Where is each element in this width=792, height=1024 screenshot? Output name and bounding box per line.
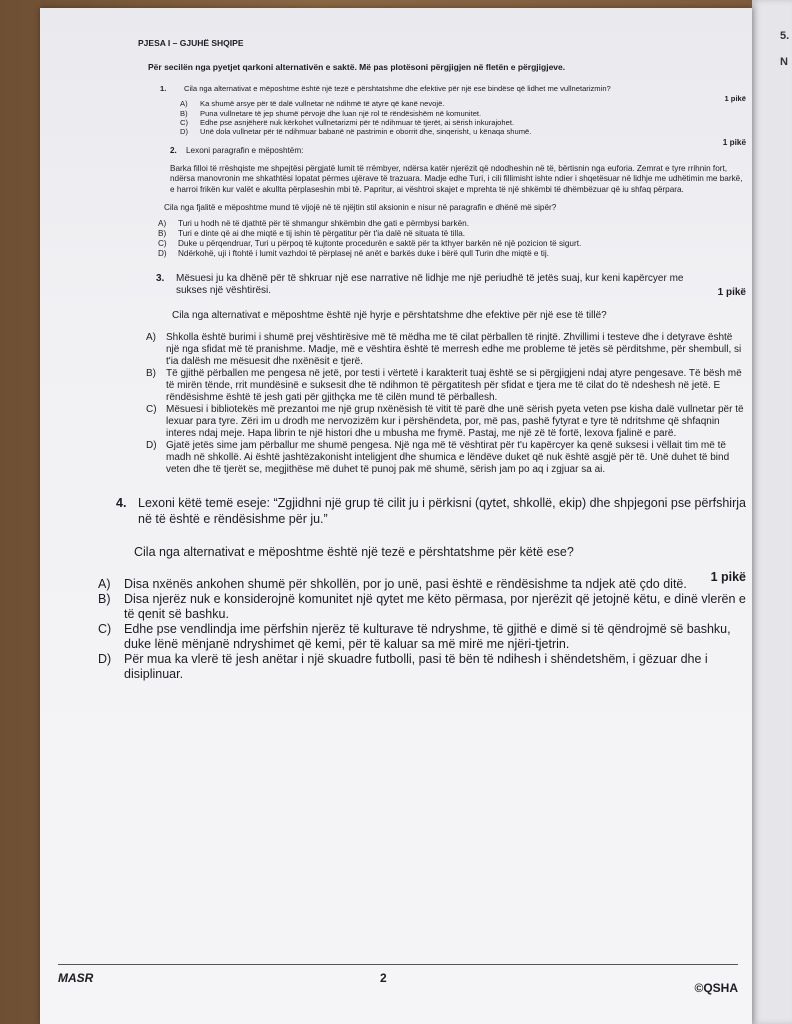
option-c[interactable]: C) Edhe pse vendlindja ime përfshin njerëz të kulturave të ndryshme, të gjithë e dimë si të qëndrojmë së bashku, duke lënë mënjanë ndryshimet që kemi, për të kaluar sa më mirë me njëri-tjetrin. bbox=[98, 621, 731, 651]
question-3 bbox=[106, 273, 746, 477]
option-c[interactable]: C) Mësuesi i bibliotekës më prezantoi me një grup nxënësish të vitit të parë dhe unë sërish pyeta veten pse kisha dalë vullnetar për të lexuar para tyre. Zëri im u drodh me nervozizëm kur i përshëndeta, por, më pas, pashë fytyrat e tyre të ndritshme që shfaqnin interes ndaj meje. Hapa librin te një histori dhe u mbusha me frymë. Pastaj, me një zë të fortë, lexova fjalinë e parë. bbox=[146, 404, 744, 440]
reading-passage: Barka filloi të rrëshqiste me shpejtësi përgjatë lumit të rrëmbyer, ndërsa katër njerëzit që ndodheshin në të, bërtisnin nga euforia. Zemrat e tyre rrihnin fort, ndërsa manovronin me shkathtësi lopatat përmes ujërave të trazuara. Madje edhe Turi, i cili fillimisht ishte ndier i shqetësuar në lidhje me udhëtimin me barkë, e harroi frikën kur valët e akullta përplaseshin mbi të. Papritur, ai vështroi skajet e mprehta të një shkëmbi të dhëmbëzuar që iu shfaq përpara. bbox=[170, 164, 743, 194]
instructions: Për secilën nga pyetjet qarkoni alternativën e saktë. Më pas plotësoni përgjigjen në fletën e përgjigjeve. bbox=[148, 62, 566, 72]
option-b[interactable]: B) Turi e dinte që ai dhe miqtë e tij ishin të përgatitur për t'ia dalë në situata të tilla. bbox=[158, 229, 466, 239]
option-b[interactable]: B) Disa njerëz nuk e konsiderojnë komunitet një qytet me këto përmasa, por njerëzit që jetojnë këtu, e dinë vlerën e të qenit së bashku. bbox=[98, 591, 746, 621]
question-number: 1. bbox=[160, 84, 167, 93]
option-a[interactable]: A) Ka shumë arsye për të dalë vullnetar në ndihmë të atyre që kanë nevojë. bbox=[180, 99, 445, 109]
page-content bbox=[98, 38, 746, 688]
question-text: Lexoni këtë temë eseje: “Zgjidhni një grup të cilit ju i përkisni (qytet, shkollë, ekip) dhe shpjegoni pse përfshirja në të është e rëndësishme për ju.” bbox=[138, 496, 746, 526]
question-prompt: Cila nga alternativat e mëposhtme është një hyrje e përshtatshme dhe efektive për një ese të tillë? bbox=[172, 309, 607, 321]
question-points: 1 pikë bbox=[717, 286, 746, 298]
page-number: 2 bbox=[380, 971, 387, 985]
option-a[interactable]: A) Disa nxënës ankohen shumë për shkollën, por jo unë, pasi është e rëndësishme ta ndjek atë çdo ditë. bbox=[98, 576, 687, 591]
options-list bbox=[180, 99, 746, 135]
footer-copyright: ©QSHA bbox=[694, 981, 738, 995]
next-page-mark: N bbox=[780, 56, 788, 68]
next-page-edge bbox=[752, 0, 792, 1024]
option-d[interactable]: D) Ndërkohë, uji i ftohtë i lumit vazhdoi të përplasej në anët e barkës duke i bërë qull Turin dhe miqtë e tij. bbox=[158, 248, 549, 258]
option-b[interactable]: B) Të gjithë përballen me pengesa në jetë, por testi i vërtetë i karakterit tuaj është se si përgjigjeni ndaj atyre pengesave. Të bësh më të mirën tënde, rrit mundësinë e suksesit dhe të ndihmon të përgatitesh për sfidat e tjera me të cilat do të ndeshesh në jetë. E rëndësishme është të jesh gati për gjithçka me të cilën mund të përballesh. bbox=[146, 368, 742, 404]
section-title: PJESA I – GJUHË SHQIPE bbox=[138, 38, 244, 48]
page-footer bbox=[58, 964, 738, 995]
option-d[interactable]: D) Unë dola vullnetar për të ndihmuar babanë në pastrimin e oborrit dhe, sinqerisht, u kënaqa shumë. bbox=[180, 126, 532, 136]
question-2 bbox=[106, 137, 746, 259]
options-list bbox=[146, 332, 746, 476]
options-list bbox=[158, 219, 746, 258]
question-number: 4. bbox=[116, 496, 127, 511]
question-prompt: Cila nga alternativat e mëposhtme është një tezë e përshtatshme për këtë ese? bbox=[134, 545, 574, 560]
question-text: Mësuesi ju ka dhënë për të shkruar një ese narrative në lidhje me një periudhë të jetës suaj, kur keni kapërcyer me sukses një vështirësi. bbox=[176, 272, 684, 297]
question-1 bbox=[106, 84, 746, 136]
question-points: 1 pikë bbox=[724, 94, 746, 103]
option-a[interactable]: A) Turi u hodh në të djathtë për të shmangur shkëmbin dhe gati e përmbysi barkën. bbox=[158, 219, 469, 229]
exam-page bbox=[40, 8, 752, 1024]
question-text: Cila nga alternativat e mëposhtme është një tezë e përshtatshme dhe efektive për një ese bindëse që lidhet me vullnetarizmin? bbox=[184, 84, 611, 93]
option-c[interactable]: C) Duke u përqendruar, Turi u përpoq të kujtonte procedurën e saktë për ta kthyer barkën në një pozicion të sigurt. bbox=[158, 238, 582, 248]
question-points: 1 pikë bbox=[722, 137, 746, 147]
option-c[interactable]: C) Edhe pse asnjëherë nuk kërkohet vullnetarizmi për të ndihmuar të tjerët, ai sërish inkurajohet. bbox=[180, 117, 515, 127]
question-number: 2. bbox=[170, 145, 177, 155]
option-b[interactable]: B) Puna vullnetare të jep shumë përvojë dhe luan një rol të rëndësishëm në komunitet. bbox=[180, 108, 482, 118]
option-a[interactable]: A) Shkolla është burimi i shumë prej vështirësive më të mëdha me të cilat përballen të rinjtë. Zhvillimi i testeve dhe i detyrave është një nga sfidat më të pranishme. Madje, më e vështira është të merresh edhe me probleme të jetës së përditshme, për shembull, si t'ia dalësh me mësuesit dhe nxënësit e tjerë. bbox=[146, 332, 742, 368]
question-4 bbox=[98, 496, 746, 682]
question-prompt: Cila nga fjalitë e mëposhtme mund të vijojë në të njëjtin stil aksionin e nisur në paragrafin e dhënë më sipër? bbox=[164, 202, 557, 212]
question-number: 3. bbox=[156, 272, 165, 284]
option-d[interactable]: D) Për mua ka vlerë të jesh anëtar i një skuadre futbolli, pasi të bën të ndihesh i shëndetshëm, i gëzuar dhe i disiplinuar. bbox=[98, 651, 708, 681]
footer-publisher: MASR bbox=[58, 971, 94, 985]
question-text: Lexoni paragrafin e mëposhtëm: bbox=[186, 145, 304, 155]
options-list bbox=[98, 577, 746, 682]
next-page-number: 5. bbox=[780, 30, 790, 42]
question-points: 1 pikë bbox=[710, 570, 746, 585]
option-d[interactable]: D) Gjatë jetës sime jam përballur me shumë pengesa. Një nga më të vështirat për t'u kapërcyer ka qenë suksesi i vëllait tim më të madh në shkollë. Ai është jashtëzakonisht inteligjent dhe shumica e lëndëve duket që nuk është asgjë për të. Unë duhet të bind veten dhe të tjerët se, megjithëse më duhet të punoj pak më shumë, sërish jam po aq i zgjuar sa ai. bbox=[146, 440, 730, 476]
